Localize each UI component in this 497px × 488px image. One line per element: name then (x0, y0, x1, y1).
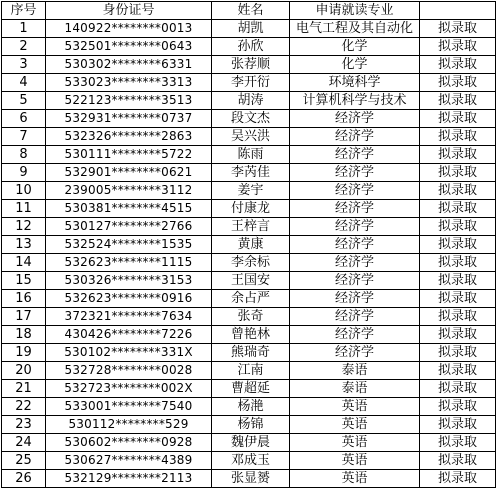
id-number-cell: 532728********0028 (46, 362, 212, 380)
major-cell: 泰语 (290, 362, 420, 380)
status-cell: 拟录取 (420, 290, 496, 308)
table-row (2, 38, 496, 56)
status-cell: 拟录取 (420, 128, 496, 146)
id-number-cell: 532931********0737 (46, 110, 212, 128)
name-cell: 付康龙 (212, 200, 290, 218)
name-cell: 余占严 (212, 290, 290, 308)
status-cell: 拟录取 (420, 92, 496, 110)
status-cell: 拟录取 (420, 362, 496, 380)
seq-cell: 8 (2, 146, 46, 164)
status-cell: 拟录取 (420, 236, 496, 254)
status-cell: 拟录取 (420, 20, 496, 38)
major-cell: 化学 (290, 56, 420, 74)
seq-cell: 23 (2, 416, 46, 434)
header-status (420, 2, 496, 20)
seq-cell: 7 (2, 128, 46, 146)
major-cell: 泰语 (290, 380, 420, 398)
seq-cell: 13 (2, 236, 46, 254)
major-cell: 英语 (290, 452, 420, 470)
major-cell: 经济学 (290, 254, 420, 272)
name-cell: 胡凯 (212, 20, 290, 38)
seq-cell: 4 (2, 74, 46, 92)
seq-cell: 12 (2, 218, 46, 236)
name-cell: 江南 (212, 362, 290, 380)
major-cell: 经济学 (290, 200, 420, 218)
seq-cell: 17 (2, 308, 46, 326)
table-row (2, 308, 496, 326)
table-row (2, 380, 496, 398)
status-cell: 拟录取 (420, 200, 496, 218)
seq-cell: 26 (2, 470, 46, 488)
id-number-cell: 530127********2766 (46, 218, 212, 236)
seq-cell: 25 (2, 452, 46, 470)
major-cell: 经济学 (290, 290, 420, 308)
major-cell: 经济学 (290, 146, 420, 164)
id-number-cell: 532723********002X (46, 380, 212, 398)
table-body (2, 20, 496, 488)
seq-cell: 19 (2, 344, 46, 362)
table-row (2, 272, 496, 290)
seq-cell: 20 (2, 362, 46, 380)
name-cell: 魏伊晨 (212, 434, 290, 452)
id-number-cell: 532501********0643 (46, 38, 212, 56)
name-cell: 孙欣 (212, 38, 290, 56)
major-cell: 环境科学 (290, 74, 420, 92)
status-cell: 拟录取 (420, 74, 496, 92)
status-cell: 拟录取 (420, 470, 496, 488)
major-cell: 英语 (290, 416, 420, 434)
seq-cell: 15 (2, 272, 46, 290)
id-number-cell: 530627********4389 (46, 452, 212, 470)
name-cell: 曹超延 (212, 380, 290, 398)
name-cell: 熊瑞奇 (212, 344, 290, 362)
name-cell: 黄康 (212, 236, 290, 254)
status-cell: 拟录取 (420, 398, 496, 416)
status-cell: 拟录取 (420, 344, 496, 362)
seq-cell: 21 (2, 380, 46, 398)
table-row (2, 452, 496, 470)
name-cell: 吴兴洪 (212, 128, 290, 146)
table-row (2, 20, 496, 38)
status-cell: 拟录取 (420, 182, 496, 200)
major-cell: 经济学 (290, 344, 420, 362)
id-number-cell: 530112********529 (46, 416, 212, 434)
status-cell: 拟录取 (420, 380, 496, 398)
table-row (2, 362, 496, 380)
major-cell: 英语 (290, 434, 420, 452)
major-cell: 英语 (290, 470, 420, 488)
table-row (2, 200, 496, 218)
header-name: 姓名 (212, 2, 290, 20)
seq-cell: 2 (2, 38, 46, 56)
id-number-cell: 533023********3313 (46, 74, 212, 92)
status-cell: 拟录取 (420, 218, 496, 236)
name-cell: 张荐顺 (212, 56, 290, 74)
id-number-cell: 532326********2863 (46, 128, 212, 146)
seq-cell: 14 (2, 254, 46, 272)
name-cell: 杨滟 (212, 398, 290, 416)
table-row (2, 470, 496, 488)
table-row (2, 218, 496, 236)
name-cell: 李余标 (212, 254, 290, 272)
table-row (2, 434, 496, 452)
table-row (2, 398, 496, 416)
major-cell: 计算机科学与技术 (290, 92, 420, 110)
seq-cell: 3 (2, 56, 46, 74)
name-cell: 姜宇 (212, 182, 290, 200)
name-cell: 杨锦 (212, 416, 290, 434)
name-cell: 胡涛 (212, 92, 290, 110)
status-cell: 拟录取 (420, 254, 496, 272)
id-number-cell: 530326********3153 (46, 272, 212, 290)
major-cell: 英语 (290, 398, 420, 416)
id-number-cell: 533001********7540 (46, 398, 212, 416)
name-cell: 曾艳林 (212, 326, 290, 344)
name-cell: 陈雨 (212, 146, 290, 164)
major-cell: 电气工程及其自动化 (290, 20, 420, 38)
table-row (2, 56, 496, 74)
header-major: 申请就读专业 (290, 2, 420, 20)
major-cell: 经济学 (290, 110, 420, 128)
id-number-cell: 532623********1115 (46, 254, 212, 272)
status-cell: 拟录取 (420, 38, 496, 56)
table-row (2, 146, 496, 164)
name-cell: 段文杰 (212, 110, 290, 128)
table-row (2, 416, 496, 434)
major-cell: 经济学 (290, 182, 420, 200)
id-number-cell: 530602********0928 (46, 434, 212, 452)
id-number-cell: 530111********5722 (46, 146, 212, 164)
id-number-cell: 530381********4515 (46, 200, 212, 218)
seq-cell: 1 (2, 20, 46, 38)
table-row (2, 110, 496, 128)
id-number-cell: 522123********3513 (46, 92, 212, 110)
status-cell: 拟录取 (420, 272, 496, 290)
status-cell: 拟录取 (420, 164, 496, 182)
status-cell: 拟录取 (420, 434, 496, 452)
status-cell: 拟录取 (420, 452, 496, 470)
seq-cell: 10 (2, 182, 46, 200)
id-number-cell: 530302********6331 (46, 56, 212, 74)
header-row (2, 2, 496, 20)
table-row (2, 290, 496, 308)
status-cell: 拟录取 (420, 416, 496, 434)
table-row (2, 326, 496, 344)
table-row (2, 254, 496, 272)
seq-cell: 16 (2, 290, 46, 308)
id-number-cell: 372321********7634 (46, 308, 212, 326)
id-number-cell: 532524********1535 (46, 236, 212, 254)
major-cell: 化学 (290, 38, 420, 56)
status-cell: 拟录取 (420, 326, 496, 344)
id-number-cell: 239005********3112 (46, 182, 212, 200)
name-cell: 李芮佳 (212, 164, 290, 182)
id-number-cell: 532129********2113 (46, 470, 212, 488)
name-cell: 张显赟 (212, 470, 290, 488)
table-row (2, 164, 496, 182)
name-cell: 邓成玉 (212, 452, 290, 470)
id-number-cell: 140922********0013 (46, 20, 212, 38)
id-number-cell: 530102********331X (46, 344, 212, 362)
table-row (2, 74, 496, 92)
name-cell: 李开衍 (212, 74, 290, 92)
status-cell: 拟录取 (420, 110, 496, 128)
id-number-cell: 532901********0621 (46, 164, 212, 182)
table-row (2, 182, 496, 200)
major-cell: 经济学 (290, 308, 420, 326)
seq-cell: 24 (2, 434, 46, 452)
major-cell: 经济学 (290, 326, 420, 344)
status-cell: 拟录取 (420, 308, 496, 326)
id-number-cell: 430426********7226 (46, 326, 212, 344)
major-cell: 经济学 (290, 218, 420, 236)
table-row (2, 92, 496, 110)
seq-cell: 11 (2, 200, 46, 218)
id-number-cell: 532623********0916 (46, 290, 212, 308)
major-cell: 经济学 (290, 236, 420, 254)
name-cell: 张奇 (212, 308, 290, 326)
status-cell: 拟录取 (420, 56, 496, 74)
header-seq: 序号 (2, 2, 46, 20)
admission-table (1, 1, 496, 488)
header-id-number: 身份证号 (46, 2, 212, 20)
name-cell: 王国安 (212, 272, 290, 290)
table-row (2, 344, 496, 362)
seq-cell: 6 (2, 110, 46, 128)
table-row (2, 236, 496, 254)
seq-cell: 22 (2, 398, 46, 416)
major-cell: 经济学 (290, 272, 420, 290)
major-cell: 经济学 (290, 164, 420, 182)
seq-cell: 5 (2, 92, 46, 110)
name-cell: 王梓言 (212, 218, 290, 236)
table-row (2, 128, 496, 146)
status-cell: 拟录取 (420, 146, 496, 164)
seq-cell: 18 (2, 326, 46, 344)
major-cell: 经济学 (290, 128, 420, 146)
seq-cell: 9 (2, 164, 46, 182)
